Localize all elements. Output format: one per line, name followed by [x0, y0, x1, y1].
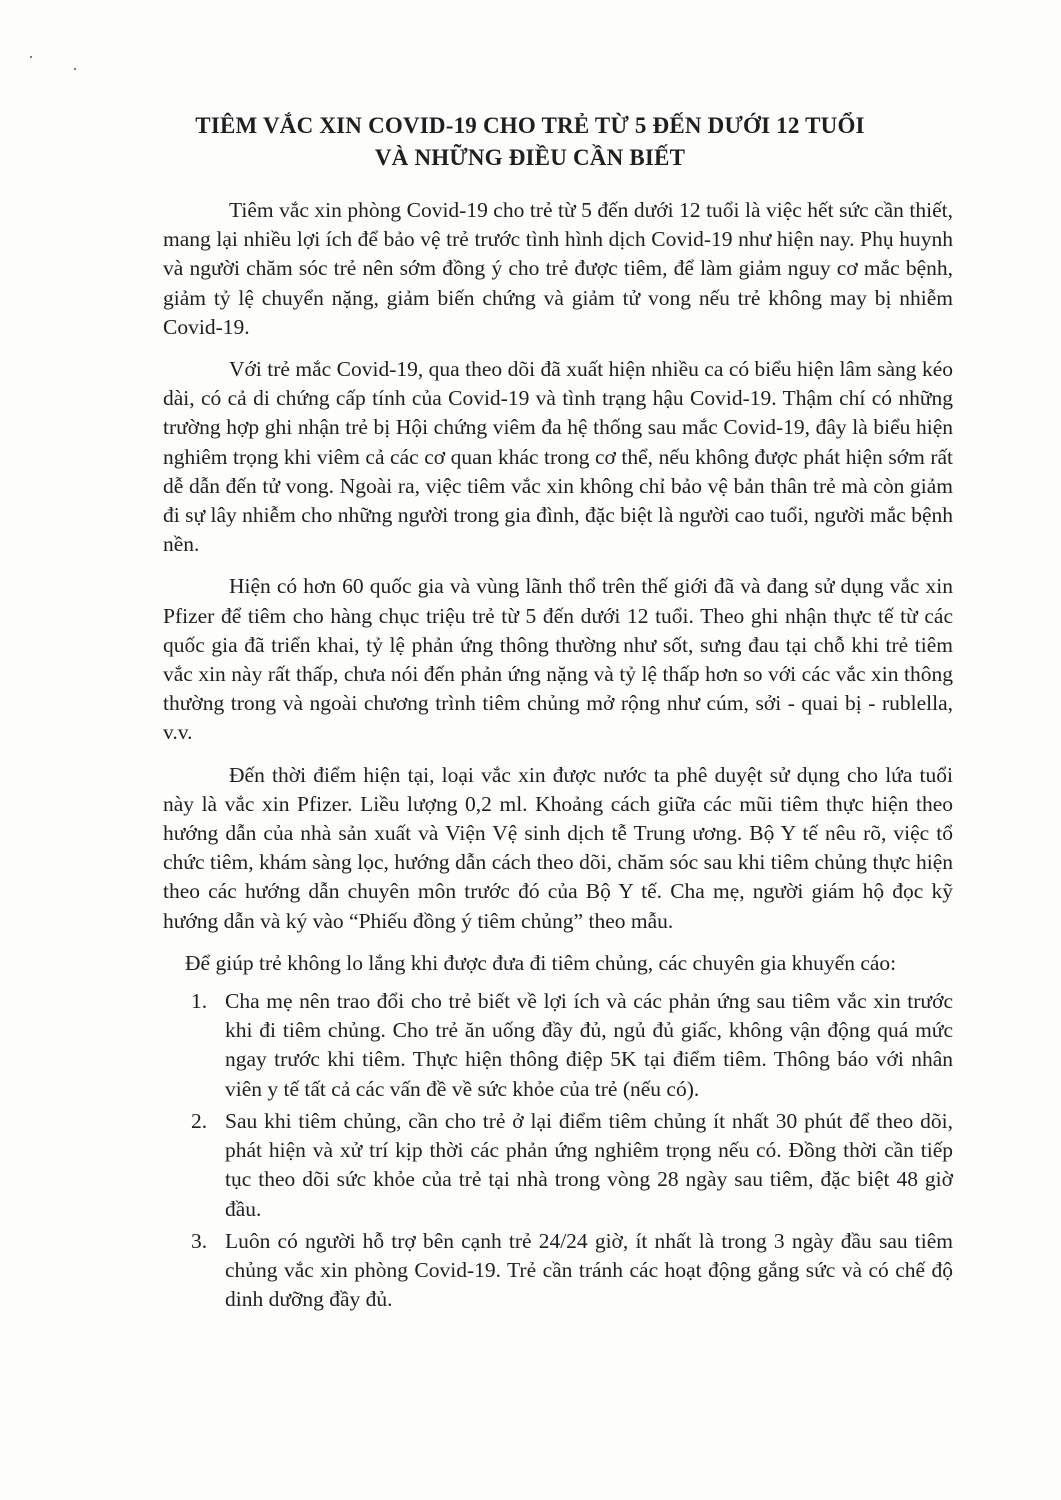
document-title — [140, 110, 920, 174]
list-item-number: 2. — [191, 1108, 208, 1133]
document-body — [163, 196, 953, 1317]
list-item — [163, 1227, 953, 1315]
paragraph: Đến thời điểm hiện tại, loại vắc xin được nước ta phê duyệt sử dụng cho lứa tuổi này là vắc xin Pfizer. Liều lượng 0,2 ml. Khoảng cách giữa các mũi tiêm thực hiện theo hướng dẫn của nhà sản xuất và Viện Vệ sinh dịch tễ Trung ương. Bộ Y tế nêu rõ, việc tổ chức tiêm, khám sàng lọc, hướng dẫn cách theo dõi, chăm sóc sau khi tiêm chủng thực hiện theo các hướng dẫn chuyên môn trước đó của Bộ Y tế. Cha mẹ, người giám hộ đọc kỹ hướng dẫn và ký vào “Phiếu đồng ý tiêm chủng” theo mẫu. — [163, 762, 953, 933]
list-item-number: 1. — [191, 989, 208, 1014]
recommendations-list — [163, 987, 953, 1314]
list-item-text: Cha mẹ nên trao đổi cho trẻ biết về lợi ích và các phản ứng sau tiêm vắc xin trước khi đi tiêm chủng. Cho trẻ ăn uống đầy đủ, ngủ đủ giấc, không vận động quá mức ngay trước khi tiêm. Thực hiện thông điệp 5K tại điểm tiêm. Thông báo với nhân viên y tế tất cả các vấn đề về sức khỏe của trẻ (nếu có). — [225, 989, 953, 1101]
list-item-text: Luôn có người hỗ trợ bên cạnh trẻ 24/24 giờ, ít nhất là trong 3 ngày đầu sau tiêm chủng vắc xin phòng Covid-19. Trẻ cần tránh các hoạt động gắng sức và có chế độ dinh dưỡng đầy đủ. — [225, 1228, 953, 1312]
scan-speck — [74, 68, 76, 70]
list-item — [163, 987, 953, 1104]
list-item-text: Sau khi tiêm chủng, cần cho trẻ ở lại điểm tiêm chủng ít nhất 30 phút để theo dõi, phát hiện và xử trí kịp thời các phản ứng nghiêm trọng nếu có. Đồng thời cần tiếp tục theo dõi sức khỏe của trẻ tại nhà trong vòng 28 ngày sau tiêm, đặc biệt 48 giờ đầu. — [225, 1108, 953, 1221]
paragraph: Hiện có hơn 60 quốc gia và vùng lãnh thổ trên thế giới đã và đang sử dụng vắc xin Pfizer để tiêm cho hàng chục triệu trẻ từ 5 đến dưới 12 tuổi. Theo ghi nhận thực tế từ các quốc gia đã triển khai, tỷ lệ phản ứng thông thường như sốt, sưng đau tại chỗ khi trẻ tiêm vắc xin này rất thấp, chưa nói đến phản ứng nặng và tỷ lệ thấp hơn so với các vắc xin thông thường trong và ngoài chương trình tiêm chủng mở rộng như cúm, sởi - quai bị - rublella, v.v. — [163, 574, 953, 745]
list-item — [163, 1107, 953, 1224]
paragraph: Với trẻ mắc Covid-19, qua theo dõi đã xuất hiện nhiều ca có biểu hiện lâm sàng kéo dài, có cả di chứng cấp tính của Covid-19 và tình trạng hậu Covid-19. Thậm chí có những trường hợp ghi nhận trẻ bị Hội chứng viêm đa hệ thống sau mắc Covid-19, đây là biểu hiện nghiêm trọng khi viêm cả các cơ quan khác trong cơ thể, nếu không được phát hiện sớm rất dễ dẫn đến tử vong. Ngoài ra, việc tiêm vắc xin không chỉ bảo vệ bản thân trẻ mà còn giảm đi sự lây nhiễm cho những người trong gia đình, đặc biệt là người cao tuổi, người mắc bệnh nền. — [163, 357, 953, 557]
title-line-1: TIÊM VẮC XIN COVID-19 CHO TRẺ TỪ 5 ĐẾN DƯỚI 12 TUỔI — [195, 113, 865, 138]
paragraph: Tiêm vắc xin phòng Covid-19 cho trẻ từ 5 đến dưới 12 tuổi là việc hết sức cần thiết, mang lại nhiều lợi ích để bảo vệ trẻ trước tình hình dịch Covid-19 như hiện nay. Phụ huynh và người chăm sóc trẻ nên sớm đồng ý cho trẻ được tiêm, để làm giảm nguy cơ mắc bệnh, giảm tỷ lệ chuyển nặng, giảm biến chứng và giảm tử vong nếu trẻ không may bị nhiễm Covid-19. — [163, 198, 953, 339]
list-item-number: 3. — [191, 1228, 208, 1253]
scan-speck — [30, 56, 32, 58]
title-line-2: VÀ NHỮNG ĐIỀU CẦN BIẾT — [374, 145, 686, 170]
recommendations-intro: Để giúp trẻ không lo lắng khi được đưa đi tiêm chủng, các chuyên gia khuyến cáo: — [185, 950, 897, 975]
